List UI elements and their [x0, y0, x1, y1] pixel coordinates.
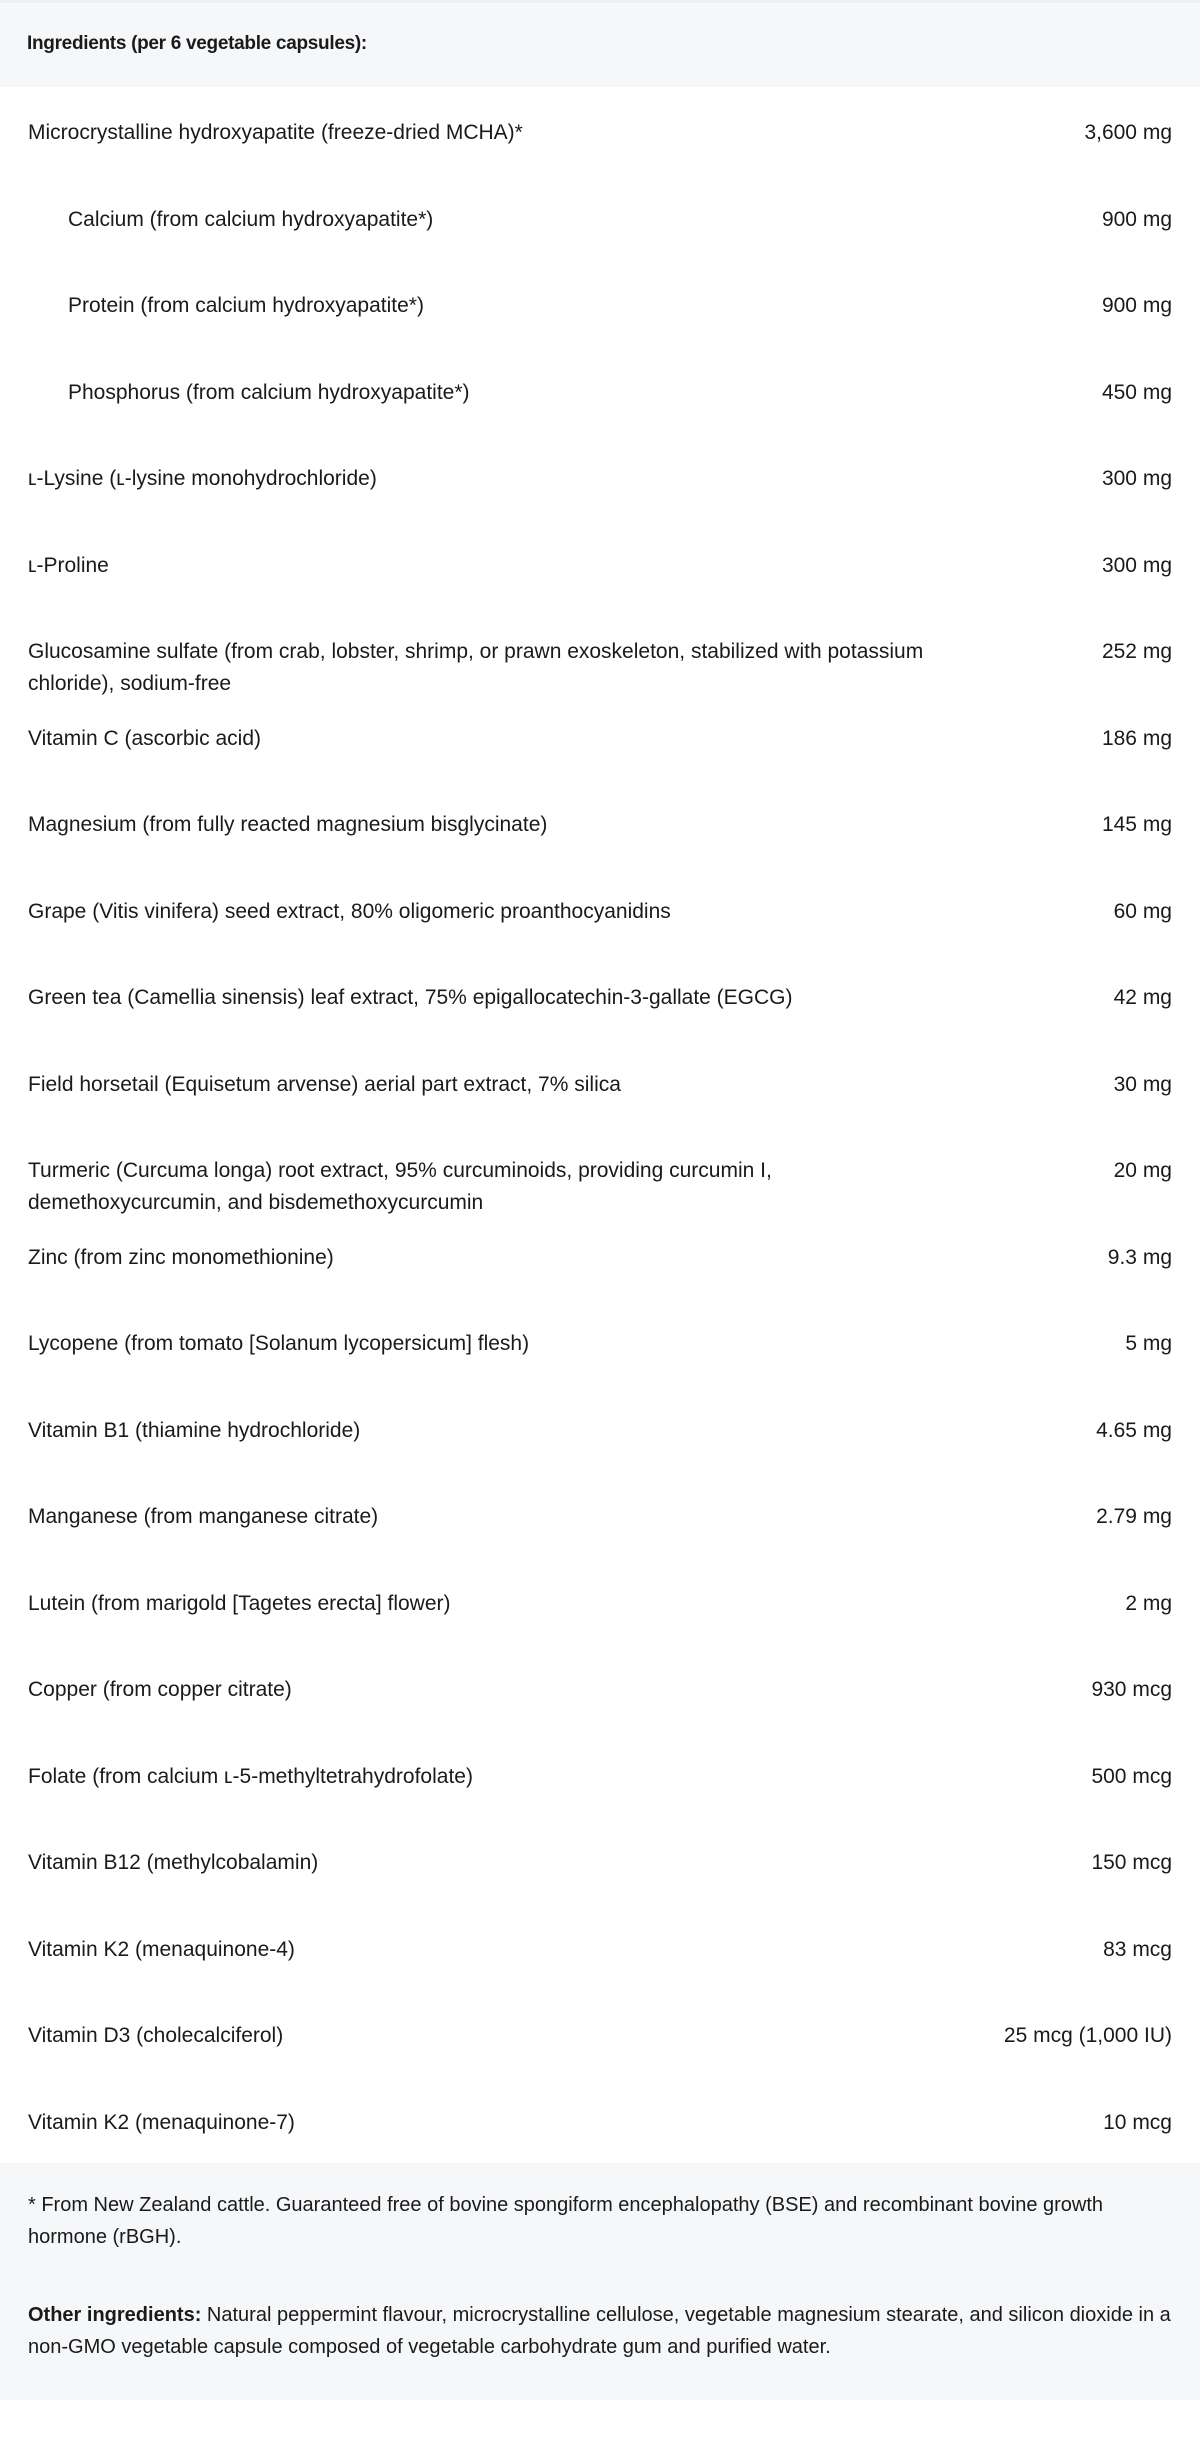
- ingredient-name: Vitamin K2 (menaquinone-4): [28, 1937, 295, 1961]
- ingredient-amount: 5 mg: [1125, 1332, 1172, 1355]
- ingredient-name: Vitamin B1 (thiamine hydrochloride): [28, 1418, 361, 1442]
- table-row: [0, 174, 1200, 261]
- table-row: [0, 87, 1200, 174]
- ingredient-name: Grape (Vitis vinifera) seed extract, 80% oligomeric proanthocyanidins: [28, 899, 671, 923]
- ingredient-amount: 2.79 mg: [1096, 1505, 1172, 1528]
- table-row: [0, 606, 1200, 693]
- table-row: [0, 1990, 1200, 2077]
- table-row: [0, 1385, 1200, 1472]
- table-row: [0, 260, 1200, 347]
- other-ingredients-label: Other ingredients:: [28, 2304, 202, 2326]
- other-ingredients: [28, 2299, 1172, 2363]
- ingredient-name: Folate (from calcium ʟ-5-methyltetrahydrofolate): [28, 1764, 473, 1788]
- ingredient-name: Lycopene (from tomato [Solanum lycopersicum] flesh): [28, 1332, 530, 1355]
- ingredient-name: Phosphorus (from calcium hydroxyapatite*): [68, 380, 470, 404]
- ingredient-name: Lutein (from marigold [Tagetes erecta] flower): [28, 1591, 451, 1615]
- table-row: [0, 1558, 1200, 1645]
- ingredient-name: ʟ-Lysine (ʟ-lysine monohydrochloride): [28, 467, 377, 490]
- table-row: [0, 1125, 1200, 1212]
- table-row: [0, 1904, 1200, 1991]
- table-row: [0, 1731, 1200, 1818]
- table-row: [0, 693, 1200, 780]
- ingredient-amount: 150 mcg: [1091, 1851, 1172, 1874]
- ingredient-name: Vitamin D3 (cholecalciferol): [28, 2024, 284, 2047]
- ingredient-amount: 930 mcg: [1091, 1678, 1172, 1701]
- ingredient-amount: 300 mg: [1101, 467, 1172, 490]
- ingredient-amount: 20 mg: [1113, 1159, 1172, 1182]
- table-row: [0, 433, 1200, 520]
- other-ingredients-text: Natural peppermint flavour, microcrystalline cellulose, vegetable magnesium stearate, and silicon dioxide in a non-GMO vegetable capsule composed of vegetable carbohydrate gum and purified water.: [28, 2304, 1171, 2358]
- ingredients-header: [0, 3, 1200, 87]
- table-row: [0, 1298, 1200, 1385]
- ingredient-name: Calcium (from calcium hydroxyapatite*): [68, 207, 434, 231]
- ingredient-amount: 252 mg: [1101, 640, 1172, 663]
- ingredient-amount: 900 mg: [1101, 207, 1172, 231]
- table-row: [0, 1817, 1200, 1904]
- ingredient-name: Vitamin B12 (methylcobalamin): [28, 1851, 319, 1874]
- ingredient-amount: 10 mcg: [1103, 2110, 1172, 2134]
- table-row: [0, 520, 1200, 607]
- ingredient-amount: 30 mg: [1113, 1072, 1172, 1096]
- table-row: [0, 1644, 1200, 1731]
- ingredient-amount: 300 mg: [1101, 553, 1172, 577]
- ingredient-amount: 3,600 mg: [1084, 121, 1172, 144]
- ingredient-amount: 25 mcg (1,000 IU): [1003, 2024, 1172, 2047]
- ingredient-amount: 9.3 mg: [1107, 1245, 1172, 1269]
- ingredient-amount: 4.65 mg: [1096, 1418, 1172, 1442]
- ingredient-amount: 900 mg: [1101, 294, 1172, 317]
- ingredient-name: Magnesium (from fully reacted magnesium bisglycinate): [28, 813, 548, 836]
- ingredient-amount: 500 mcg: [1091, 1764, 1172, 1788]
- ingredients-table: [0, 87, 1200, 2163]
- footnote-text: * From New Zealand cattle. Guaranteed free of bovine spongiform encephalopathy (BSE) and recombinant bovine growth hormone (rBGH).: [28, 2194, 1104, 2248]
- table-row: [0, 952, 1200, 1039]
- ingredient-name: Microcrystalline hydroxyapatite (freeze-dried MCHA)*: [28, 121, 523, 144]
- ingredient-amount: 186 mg: [1101, 726, 1172, 750]
- ingredient-name: Vitamin K2 (menaquinone-7): [28, 2110, 295, 2134]
- ingredient-name: Zinc (from zinc monomethionine): [28, 1245, 334, 1269]
- ingredient-name: Glucosamine sulfate (from crab, lobster, shrimp, or prawn exoskeleton, stabilized with potassium chloride), sodium-free: [28, 640, 924, 695]
- ingredient-amount: 60 mg: [1113, 899, 1172, 923]
- table-row: [0, 866, 1200, 953]
- ingredient-amount: 2 mg: [1125, 1591, 1172, 1615]
- ingredient-amount: 145 mg: [1101, 813, 1172, 836]
- ingredient-name: Copper (from copper citrate): [28, 1678, 292, 1701]
- ingredient-amount: 450 mg: [1101, 380, 1172, 404]
- table-row: [0, 347, 1200, 434]
- ingredient-name: Turmeric (Curcuma longa) root extract, 95% curcuminoids, providing curcumin I, demethoxycurcumin, and bisdemethoxycurcumin: [28, 1159, 772, 1214]
- ingredient-name: Field horsetail (Equisetum arvense) aerial part extract, 7% silica: [28, 1072, 621, 1096]
- table-row: [0, 1471, 1200, 1558]
- table-row: [0, 1212, 1200, 1299]
- table-row: [0, 779, 1200, 866]
- ingredient-name: Green tea (Camellia sinensis) leaf extract, 75% epigallocatechin-3-gallate (EGCG): [28, 986, 793, 1009]
- table-row: [0, 1039, 1200, 1126]
- ingredient-name: Manganese (from manganese citrate): [28, 1505, 379, 1528]
- ingredient-name: Vitamin C (ascorbic acid): [28, 726, 262, 750]
- ingredient-name: ʟ-Proline: [28, 553, 109, 577]
- ingredients-footer: [0, 2163, 1200, 2400]
- table-row: [0, 2077, 1200, 2164]
- ingredient-amount: 83 mcg: [1103, 1937, 1172, 1961]
- ingredients-header-title: Ingredients (per 6 vegetable capsules):: [27, 33, 367, 54]
- ingredient-amount: 42 mg: [1113, 986, 1172, 1009]
- ingredient-name: Protein (from calcium hydroxyapatite*): [68, 294, 424, 317]
